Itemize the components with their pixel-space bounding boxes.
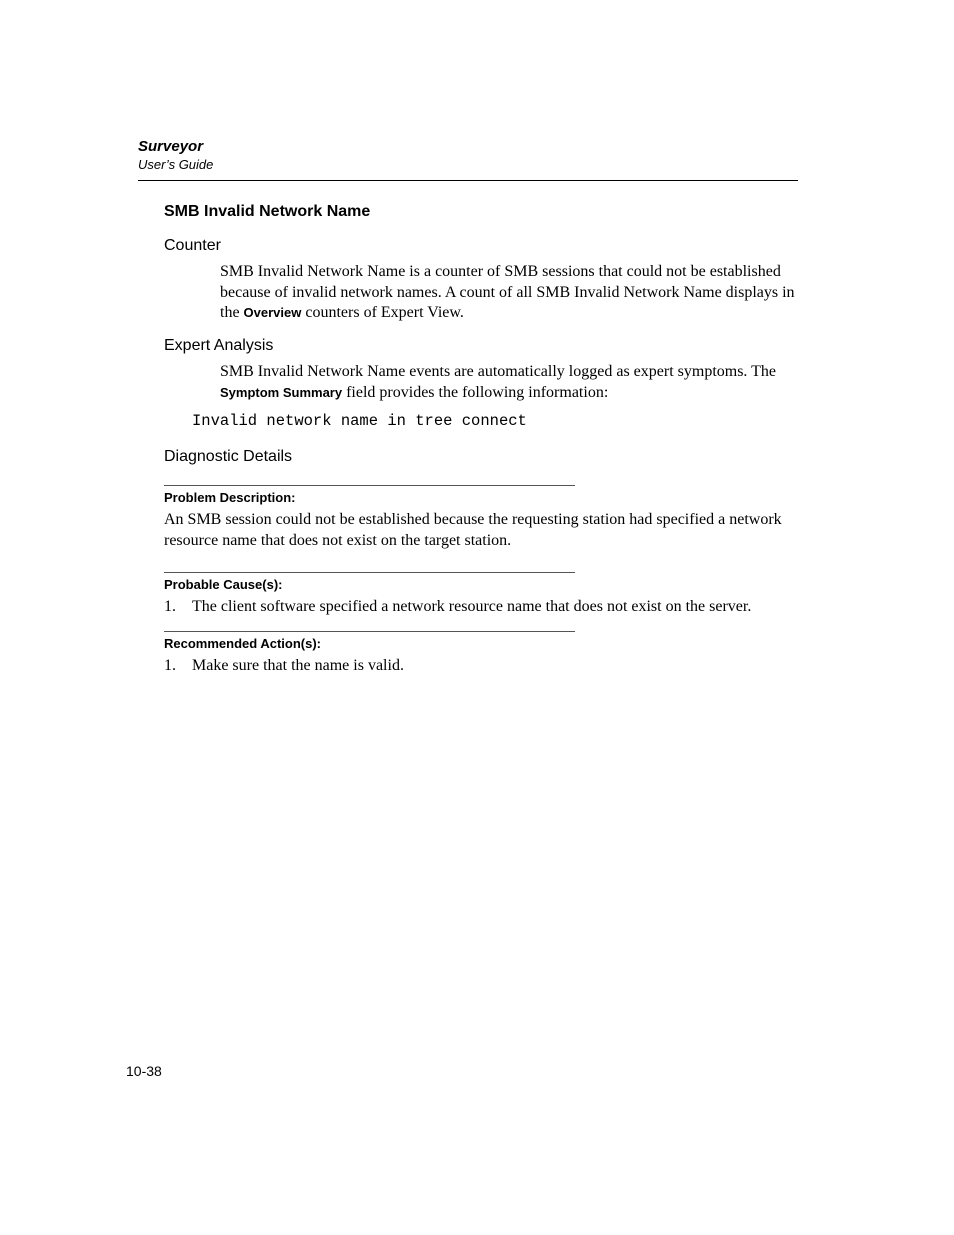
problem-text: An SMB session could not be established because the requesting station had specified a network resource name that does not exist on the target station. — [164, 511, 782, 549]
symptom-summary-term: Symptom Summary — [220, 384, 343, 400]
action-rule — [164, 631, 575, 632]
counter-heading: Counter — [164, 237, 221, 254]
expert-text-b: field provides the following information: — [342, 383, 609, 401]
counter-text-a: SMB Invalid Network Name is a counter of SMB sessions that could not be established because of invalid network names. A count of all SMB Invalid Network Name displays in the — [220, 263, 795, 321]
diagnostic-heading: Diagnostic Details — [164, 448, 293, 465]
cause-text: The client software specified a network resource name that does not exist on the server. — [192, 598, 752, 615]
cause-number: 1. — [164, 598, 176, 615]
expert-paragraph — [220, 362, 798, 403]
problem-label: Problem Description: — [164, 490, 296, 505]
page-number: 10-38 — [126, 1063, 162, 1079]
action-label: Recommended Action(s): — [164, 636, 321, 651]
section-title: SMB Invalid Network Name — [164, 203, 371, 220]
running-header-subtitle: User’s Guide — [138, 157, 214, 172]
action-number: 1. — [164, 657, 176, 674]
expert-text-a: SMB Invalid Network Name events are automatically logged as expert symptoms. The — [220, 363, 777, 380]
counter-paragraph — [220, 262, 798, 324]
header-rule — [138, 180, 798, 181]
cause-label: Probable Cause(s): — [164, 577, 283, 592]
problem-rule — [164, 485, 575, 486]
action-text: Make sure that the name is valid. — [192, 657, 404, 674]
symptom-code: Invalid network name in tree connect — [192, 412, 527, 430]
expert-analysis-heading: Expert Analysis — [164, 337, 274, 354]
cause-rule — [164, 572, 575, 573]
overview-term: Overview — [243, 305, 302, 320]
counter-text-b: counters of Expert View. — [301, 304, 464, 321]
running-header-title: Surveyor — [138, 138, 204, 155]
